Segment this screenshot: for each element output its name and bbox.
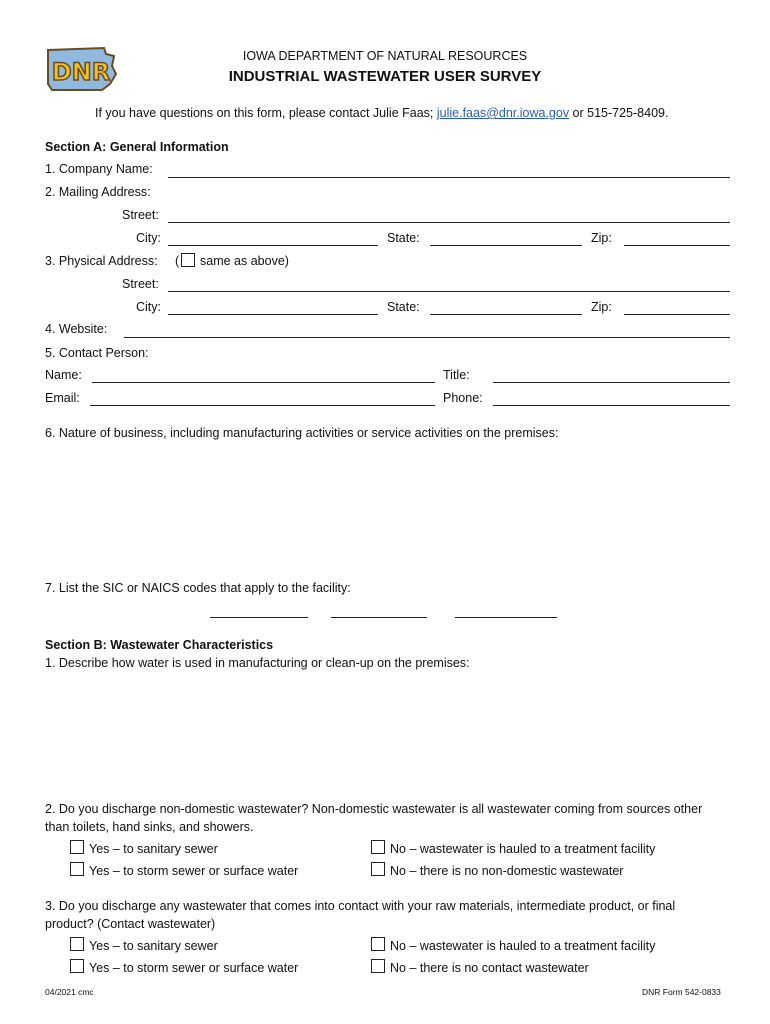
q2-no-hauled-checkbox[interactable] [371,840,385,854]
nature-of-business-area[interactable] [45,445,730,570]
mailing-state-field[interactable] [430,245,582,246]
contact-prefix: If you have questions on this form, please contact Julie Faas; [95,106,437,120]
mailing-city-label: City: [136,231,161,245]
same-as-above-label: same as above) [200,254,289,268]
mailing-city-field[interactable] [168,245,378,246]
physical-zip-label: Zip: [591,300,612,314]
physical-state-field[interactable] [430,314,582,315]
contact-email-link[interactable]: julie.faas@dnr.iowa.gov [436,106,570,120]
nature-of-business-label: 6. Nature of business, including manufacturing activities or service activities on the premises: [45,426,559,440]
water-use-area[interactable] [45,675,730,790]
q3-no-none-checkbox[interactable] [371,959,385,973]
website-field[interactable] [124,337,730,338]
sic-code-field-1[interactable] [210,617,308,618]
footer-form-number: DNR Form 542-0833 [642,987,721,997]
q3-yes-storm-checkbox[interactable] [70,959,84,973]
q2-no-hauled-label: No – wastewater is hauled to a treatment facility [390,842,656,856]
same-paren: ( [175,254,180,268]
section-a-title: Section A: General Information [45,140,229,154]
q3-no-hauled-label: No – wastewater is hauled to a treatment facility [390,939,656,953]
q3-text-line2: product? (Contact wastewater) [45,917,216,931]
contact-suffix: or 515-725-8409. [569,106,669,120]
contact-title-label: Title: [443,368,470,382]
q3-yes-sanitary-label: Yes – to sanitary sewer [89,939,218,953]
same-as-above-checkbox[interactable] [181,253,195,267]
company-name-label: 1. Company Name: [45,162,153,176]
mailing-address-label: 2. Mailing Address: [45,185,151,199]
contact-phone-field[interactable] [493,405,730,406]
mailing-zip-field[interactable] [624,245,730,246]
agency-name: IOWA DEPARTMENT OF NATURAL RESOURCES [242,49,528,63]
q2-yes-sanitary-checkbox[interactable] [70,840,84,854]
contact-email-label: Email: [45,391,80,405]
q2-no-none-checkbox[interactable] [371,862,385,876]
mailing-zip-label: Zip: [591,231,612,245]
sic-code-field-2[interactable] [331,617,427,618]
website-label: 4. Website: [45,322,108,336]
contact-name-label: Name: [45,368,82,382]
q3-yes-storm-label: Yes – to storm sewer or surface water [89,961,299,975]
form-title: INDUSTRIAL WASTEWATER USER SURVEY [228,68,542,85]
contact-email-field[interactable] [90,405,435,406]
physical-zip-field[interactable] [624,314,730,315]
q2-text-line2: than toilets, hand sinks, and showers. [45,820,254,834]
water-use-label: 1. Describe how water is used in manufacturing or clean-up on the premises: [45,656,470,670]
q2-yes-sanitary-label: Yes – to sanitary sewer [89,842,218,856]
mailing-state-label: State: [387,231,420,245]
q2-yes-storm-label: Yes – to storm sewer or surface water [89,864,299,878]
q2-text-line1: 2. Do you discharge non-domestic wastewater? Non-domestic wastewater is all wastewater coming from sources other [45,802,703,816]
q3-no-hauled-checkbox[interactable] [371,937,385,951]
contact-name-field[interactable] [92,382,435,383]
svg-text:DNR: DNR [51,58,111,86]
section-b-title: Section B: Wastewater Characteristics [45,638,274,652]
q3-no-none-label: No – there is no contact wastewater [390,961,589,975]
q3-text-line1: 3. Do you discharge any wastewater that comes into contact with your raw materials, intermediate product, or final [45,899,676,913]
physical-street-field[interactable] [168,291,730,292]
contact-title-field[interactable] [493,382,730,383]
contact-phone-label: Phone: [443,391,483,405]
mailing-street-label: Street: [122,208,159,222]
mailing-street-field[interactable] [168,222,730,223]
contact-line [95,106,668,120]
company-name-field[interactable] [168,177,730,178]
physical-street-label: Street: [122,277,159,291]
q3-yes-sanitary-checkbox[interactable] [70,937,84,951]
sic-code-field-3[interactable] [455,617,557,618]
physical-state-label: State: [387,300,420,314]
physical-city-field[interactable] [168,314,378,315]
contact-person-label: 5. Contact Person: [45,346,149,360]
sic-naics-label: 7. List the SIC or NAICS codes that apply to the facility: [45,581,351,595]
footer-date: 04/2021 cmc [45,987,94,997]
q2-yes-storm-checkbox[interactable] [70,862,84,876]
q2-no-none-label: No – there is no non-domestic wastewater [390,864,624,878]
physical-address-label: 3. Physical Address: [45,254,158,268]
physical-city-label: City: [136,300,161,314]
